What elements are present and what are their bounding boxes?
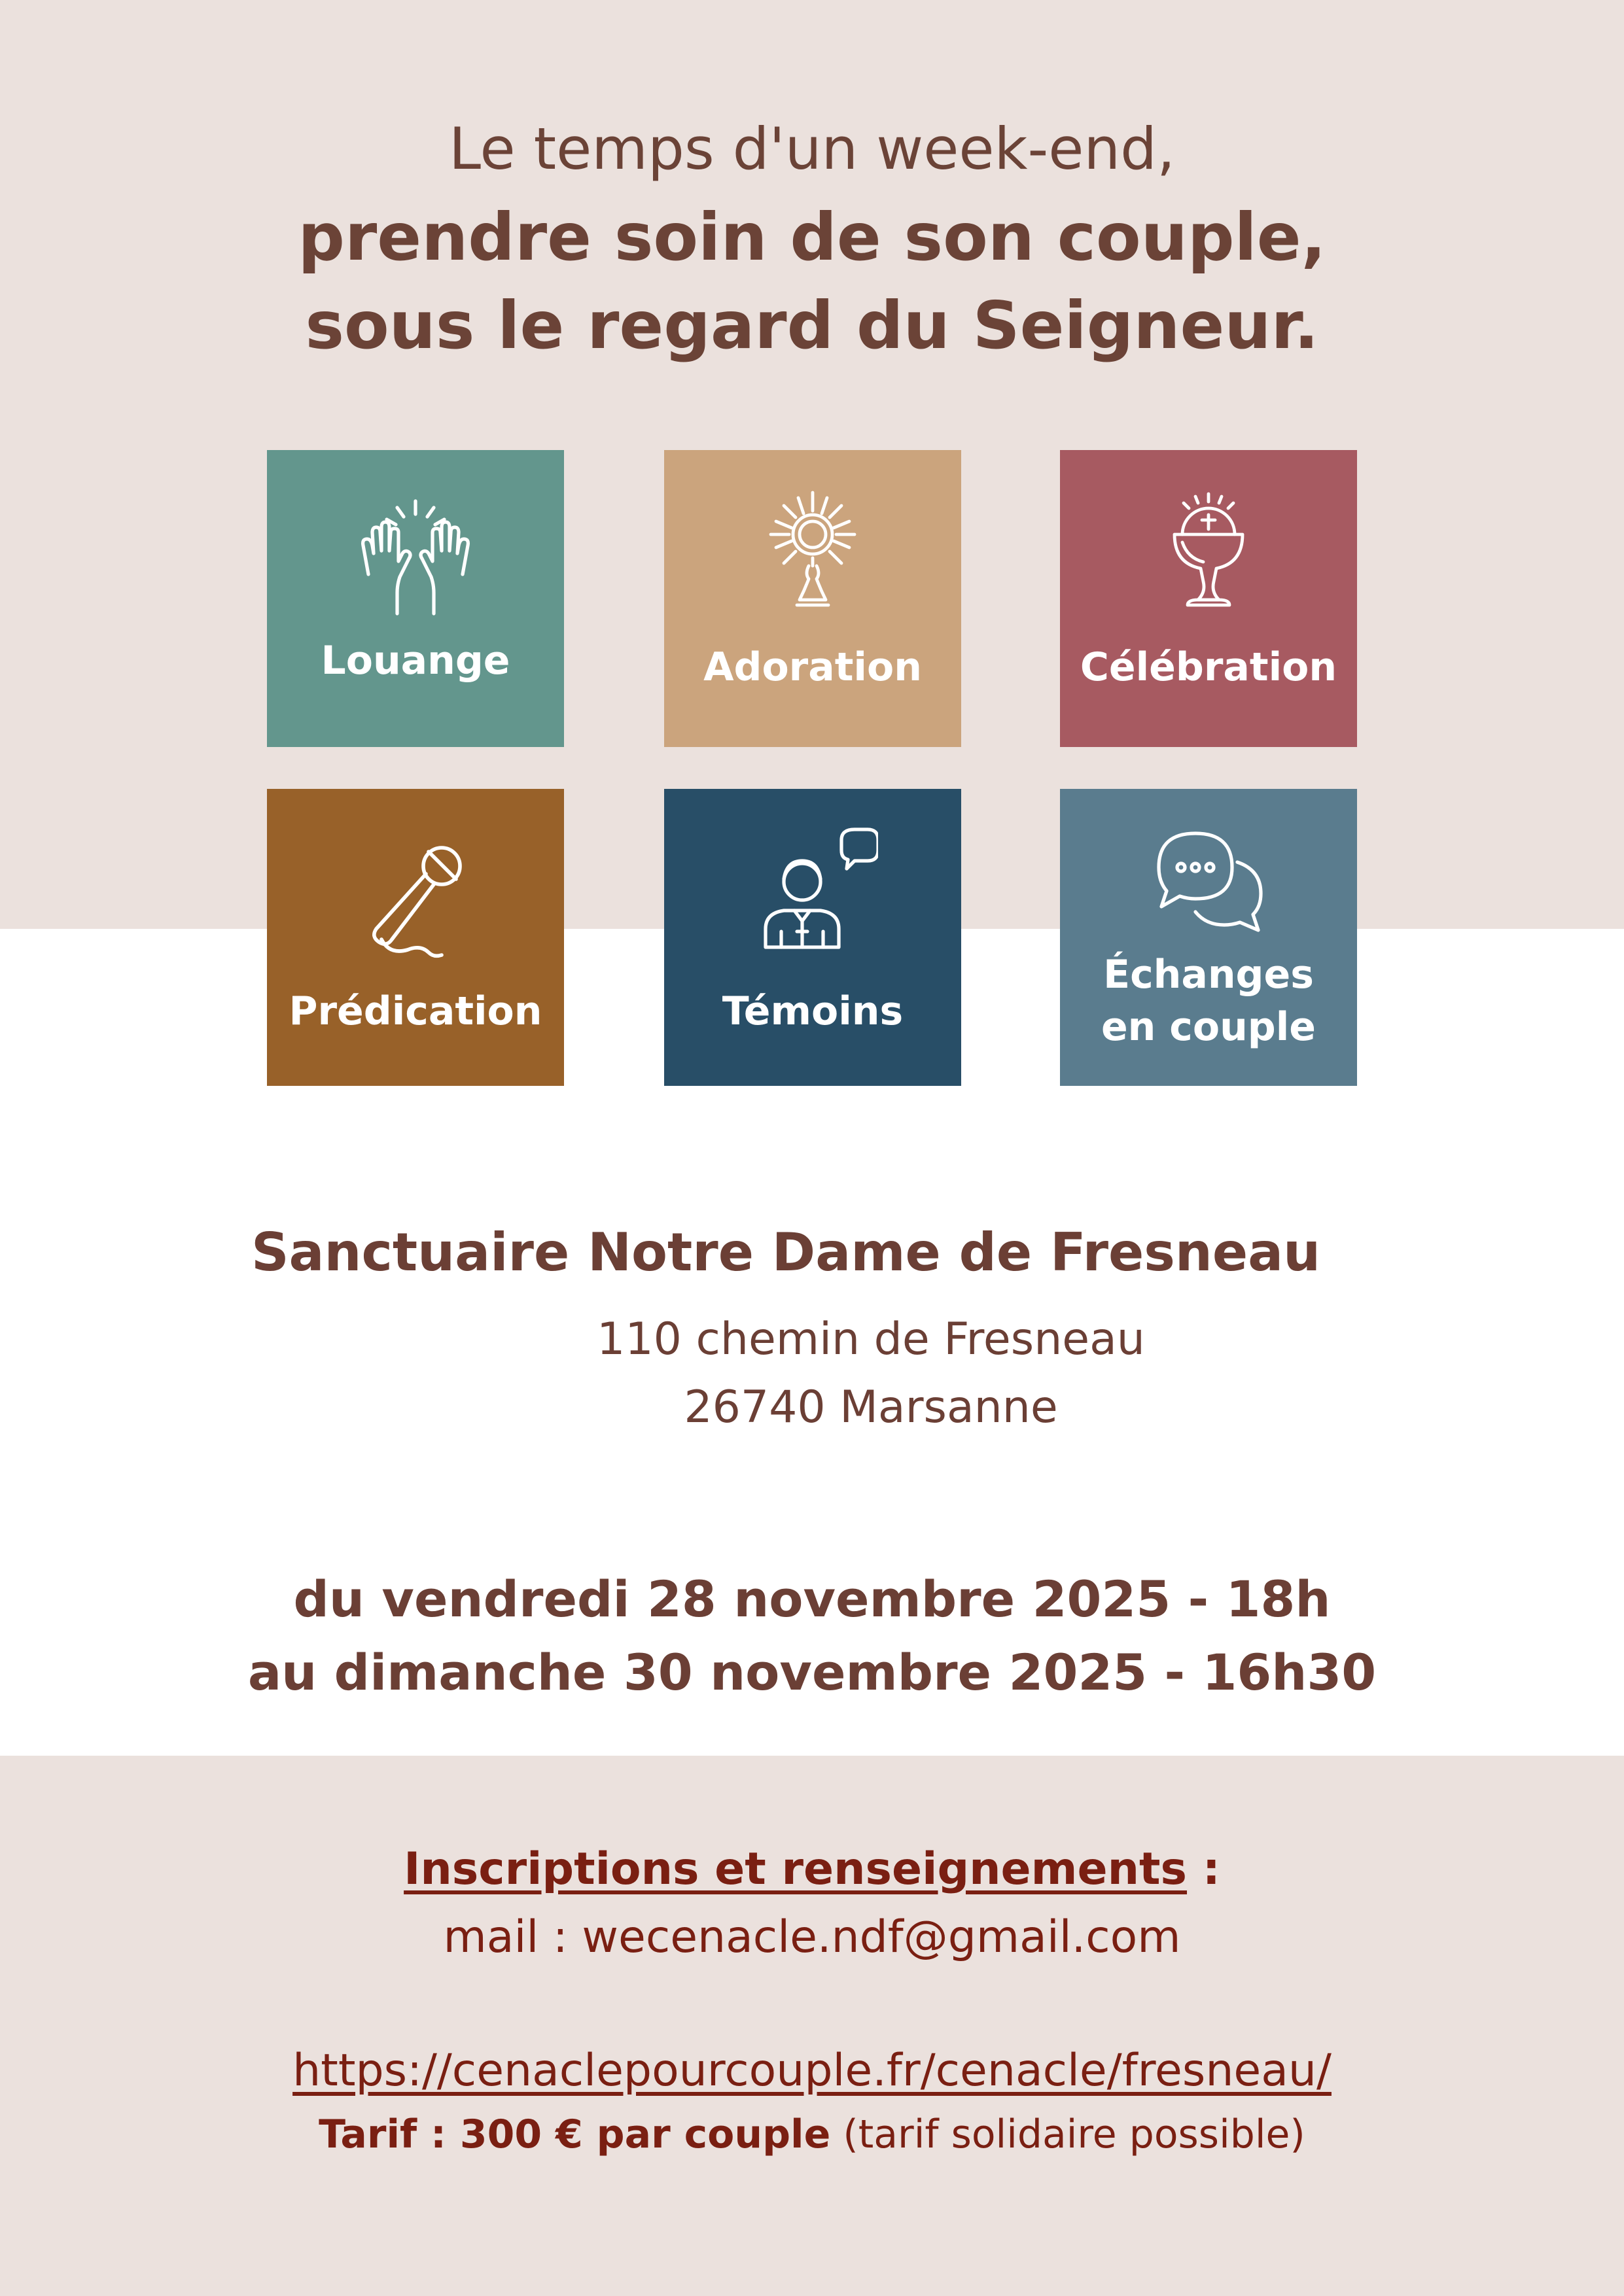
contact-email[interactable]: mail : wecenacle.ndf@gmail.com xyxy=(443,1911,1181,1963)
venue-address-line-1: 110 chemin de Fresneau xyxy=(597,1313,1145,1365)
inscriptions-title: Inscriptions et renseignements xyxy=(404,1843,1188,1895)
bottom-background-band xyxy=(0,1756,1624,2296)
tarif xyxy=(0,2112,1624,2157)
headline xyxy=(0,105,1624,370)
tile-louange xyxy=(267,450,564,747)
tile-echanges-en-couple xyxy=(1060,789,1357,1086)
tile-label: Adoration xyxy=(703,644,922,690)
chat-bubbles-icon xyxy=(1143,818,1274,948)
tile-label-line-2: en couple xyxy=(1101,1004,1316,1050)
website-link[interactable]: https://cenaclepourcouple.fr/cenacle/fresneau/ xyxy=(292,2045,1332,2096)
date-start: du vendredi 28 novembre 2025 - 18h xyxy=(293,1570,1331,1628)
monstrance-icon xyxy=(747,478,878,628)
tile-adoration xyxy=(664,450,961,747)
headline-line-3: sous le regard du Seigneur. xyxy=(305,287,1319,364)
date-end: au dimanche 30 novembre 2025 - 16h30 xyxy=(247,1643,1377,1701)
raised-hands-icon xyxy=(350,493,481,624)
tarif-note: (tarif solidaire possible) xyxy=(830,2112,1305,2157)
headline-line-1: Le temps d'un week-end, xyxy=(449,115,1175,183)
tile-label: Louange xyxy=(321,638,510,684)
tile-label: Prédication xyxy=(289,988,542,1034)
tile-temoins xyxy=(664,789,961,1086)
tarif-price: Tarif : 300 € par couple xyxy=(319,2112,831,2157)
priest-speaking-icon xyxy=(747,827,878,958)
tile-label: Célébration xyxy=(1080,644,1337,690)
venue-address-line-2: 26740 Marsanne xyxy=(684,1382,1058,1433)
chalice-icon xyxy=(1143,480,1274,631)
inscriptions-heading xyxy=(0,1843,1624,1895)
microphone-icon xyxy=(350,835,481,965)
inscriptions-title-suffix: : xyxy=(1187,1843,1220,1895)
tile-celebration xyxy=(1060,450,1357,747)
venue-name: Sanctuaire Notre Dame de Fresneau xyxy=(251,1222,1321,1283)
tile-label: Témoins xyxy=(722,988,904,1034)
tile-predication xyxy=(267,789,564,1086)
tile-label-line-1: Échanges xyxy=(1103,952,1314,998)
headline-line-2: prendre soin de son couple, xyxy=(298,199,1326,275)
